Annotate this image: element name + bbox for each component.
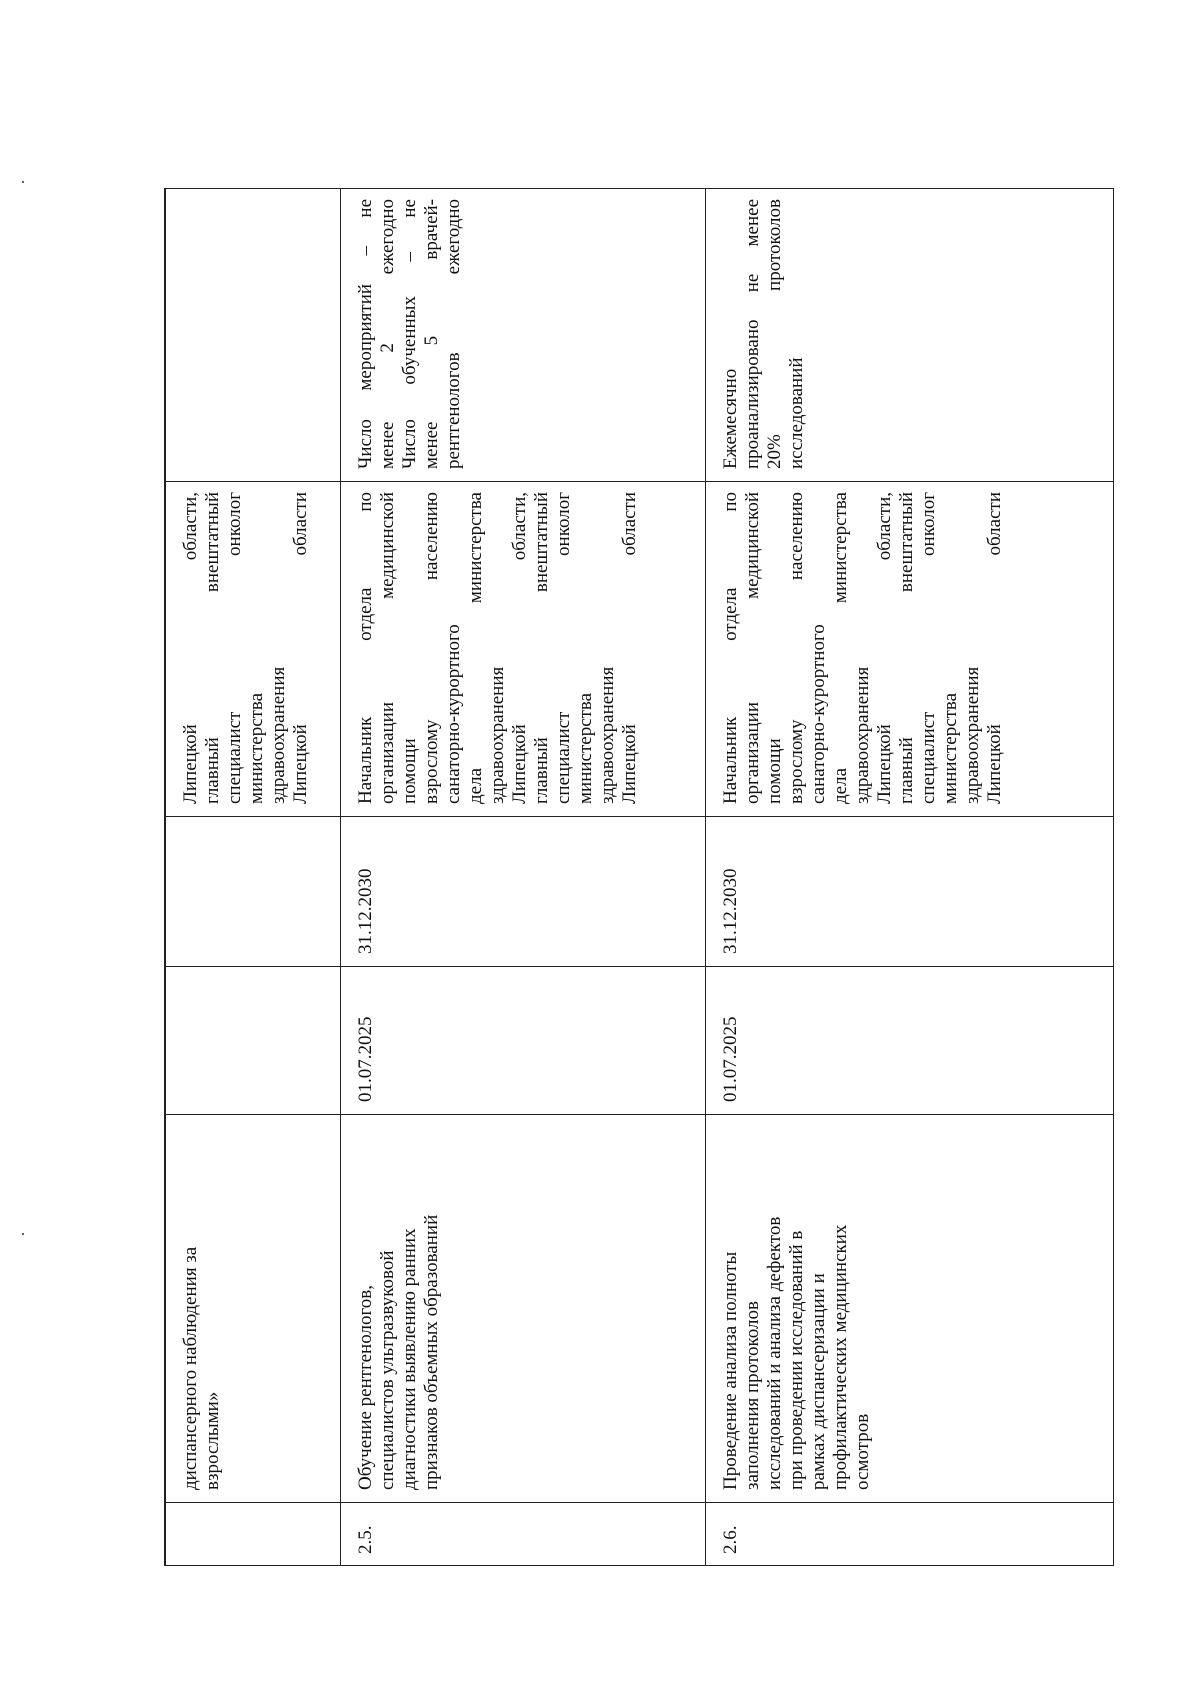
responsible-line: организации медицинской [377,492,398,804]
responsible-line: Липецкой области, [180,492,201,804]
responsible-line: здравоохранения [962,666,983,804]
table-row [166,189,341,1567]
result-line: Число мероприятий – не [355,199,376,469]
activity-cell [706,1115,1115,1503]
responsible-line: помощи [764,738,785,804]
responsible-line: Начальник отдела по [720,492,741,804]
activity-line: признаков объемных образований [421,1214,442,1490]
plan-table [165,188,1114,1566]
rotated-table [165,189,1114,1566]
responsible-line: специалист онколог [224,492,245,804]
item-number-cell [341,1503,706,1567]
responsible-line: Липецкой области, [509,492,530,804]
scan-speck [22,181,24,183]
activity-line: осмотров [852,1413,873,1490]
responsible-cell [706,482,1115,817]
end-date-cell [341,817,706,967]
responsible-line: здравоохранения [852,666,873,804]
start-date-cell [166,967,341,1115]
activity-line: диагностики выявлению ранних [399,1228,420,1490]
responsible-line: дела министерства [465,492,486,804]
item-number-cell [706,1503,1115,1567]
responsible-cell [166,482,341,817]
responsible-line: Липецкой области, [874,492,895,804]
responsible-line: Липецкой области [984,492,1005,804]
responsible-line: министерства [940,692,961,804]
responsible-line: министерства [575,692,596,804]
document-table-frame [164,188,1114,1566]
responsible-line: помощи [399,738,420,804]
responsible-cell [341,482,706,817]
responsible-line: Липецкой области [290,492,311,804]
activity-line: Проведение анализа полноты [720,1251,741,1490]
activity-cell [341,1115,706,1503]
responsible-line: Липецкой области [619,492,640,804]
result-line: исследований [786,357,807,469]
start-date: 01.07.2025 [720,1016,741,1102]
activity-line: Обучение рентгенологов, [355,1285,376,1490]
responsible-line: специалист онколог [918,492,939,804]
responsible-line: здравоохранения [597,666,618,804]
activity-line: заполнения протоколов [742,1301,763,1490]
responsible-line: главный внештатный [531,492,552,804]
responsible-line: организации медицинской [742,492,763,804]
responsible-line: здравоохранения [487,666,508,804]
responsible-line: взрослому населению [786,492,807,804]
responsible-line: Начальник отдела по [355,492,376,804]
end-date: 31.12.2030 [355,868,376,954]
result-line: рентгенологов ежегодно [443,199,464,469]
responsible-line: взрослому населению [421,492,442,804]
activity-line: взрослыми» [202,1391,223,1490]
end-date: 31.12.2030 [720,868,741,954]
item-number: 2.6. [720,1525,741,1554]
item-number-cell [166,1503,341,1567]
activity-cell [166,1115,341,1503]
responsible-line: санаторно-курортного [443,624,464,804]
responsible-line: санаторно-курортного [808,624,829,804]
table-row [706,189,1115,1567]
scan-speck [22,1233,24,1235]
result-line: Число обученных – не [399,199,420,469]
result-line: проанализировано не менее [742,199,763,469]
result-line: менее 2 ежегодно [377,199,398,469]
start-date-cell [341,967,706,1115]
responsible-line: главный внештатный [202,492,223,804]
responsible-line: здравоохранения [268,666,289,804]
activity-line: диспансерного наблюдения за [180,1246,201,1490]
end-date-cell [166,817,341,967]
activity-line: рамках диспансеризации и [808,1273,829,1490]
result-cell [341,189,706,482]
result-line: менее 5 врачей- [421,199,442,469]
result-cell [166,189,341,482]
table-row [341,189,706,1567]
activity-line: профилактических медицинских [830,1224,851,1490]
activity-line: при проведении исследований в [786,1230,807,1490]
responsible-line: главный внештатный [896,492,917,804]
start-date: 01.07.2025 [355,1016,376,1102]
result-cell [706,189,1115,482]
result-line: Ежемесячно [720,368,741,469]
item-number: 2.5. [355,1525,376,1554]
start-date-cell [706,967,1115,1115]
activity-line: исследований и анализа дефектов [764,1216,785,1490]
activity-line: специалистов ультразвуковой [377,1250,398,1490]
responsible-line: министерства [246,692,267,804]
end-date-cell [706,817,1115,967]
responsible-line: специалист онколог [553,492,574,804]
result-line: 20% протоколов [764,199,785,469]
responsible-line: дела министерства [830,492,851,804]
